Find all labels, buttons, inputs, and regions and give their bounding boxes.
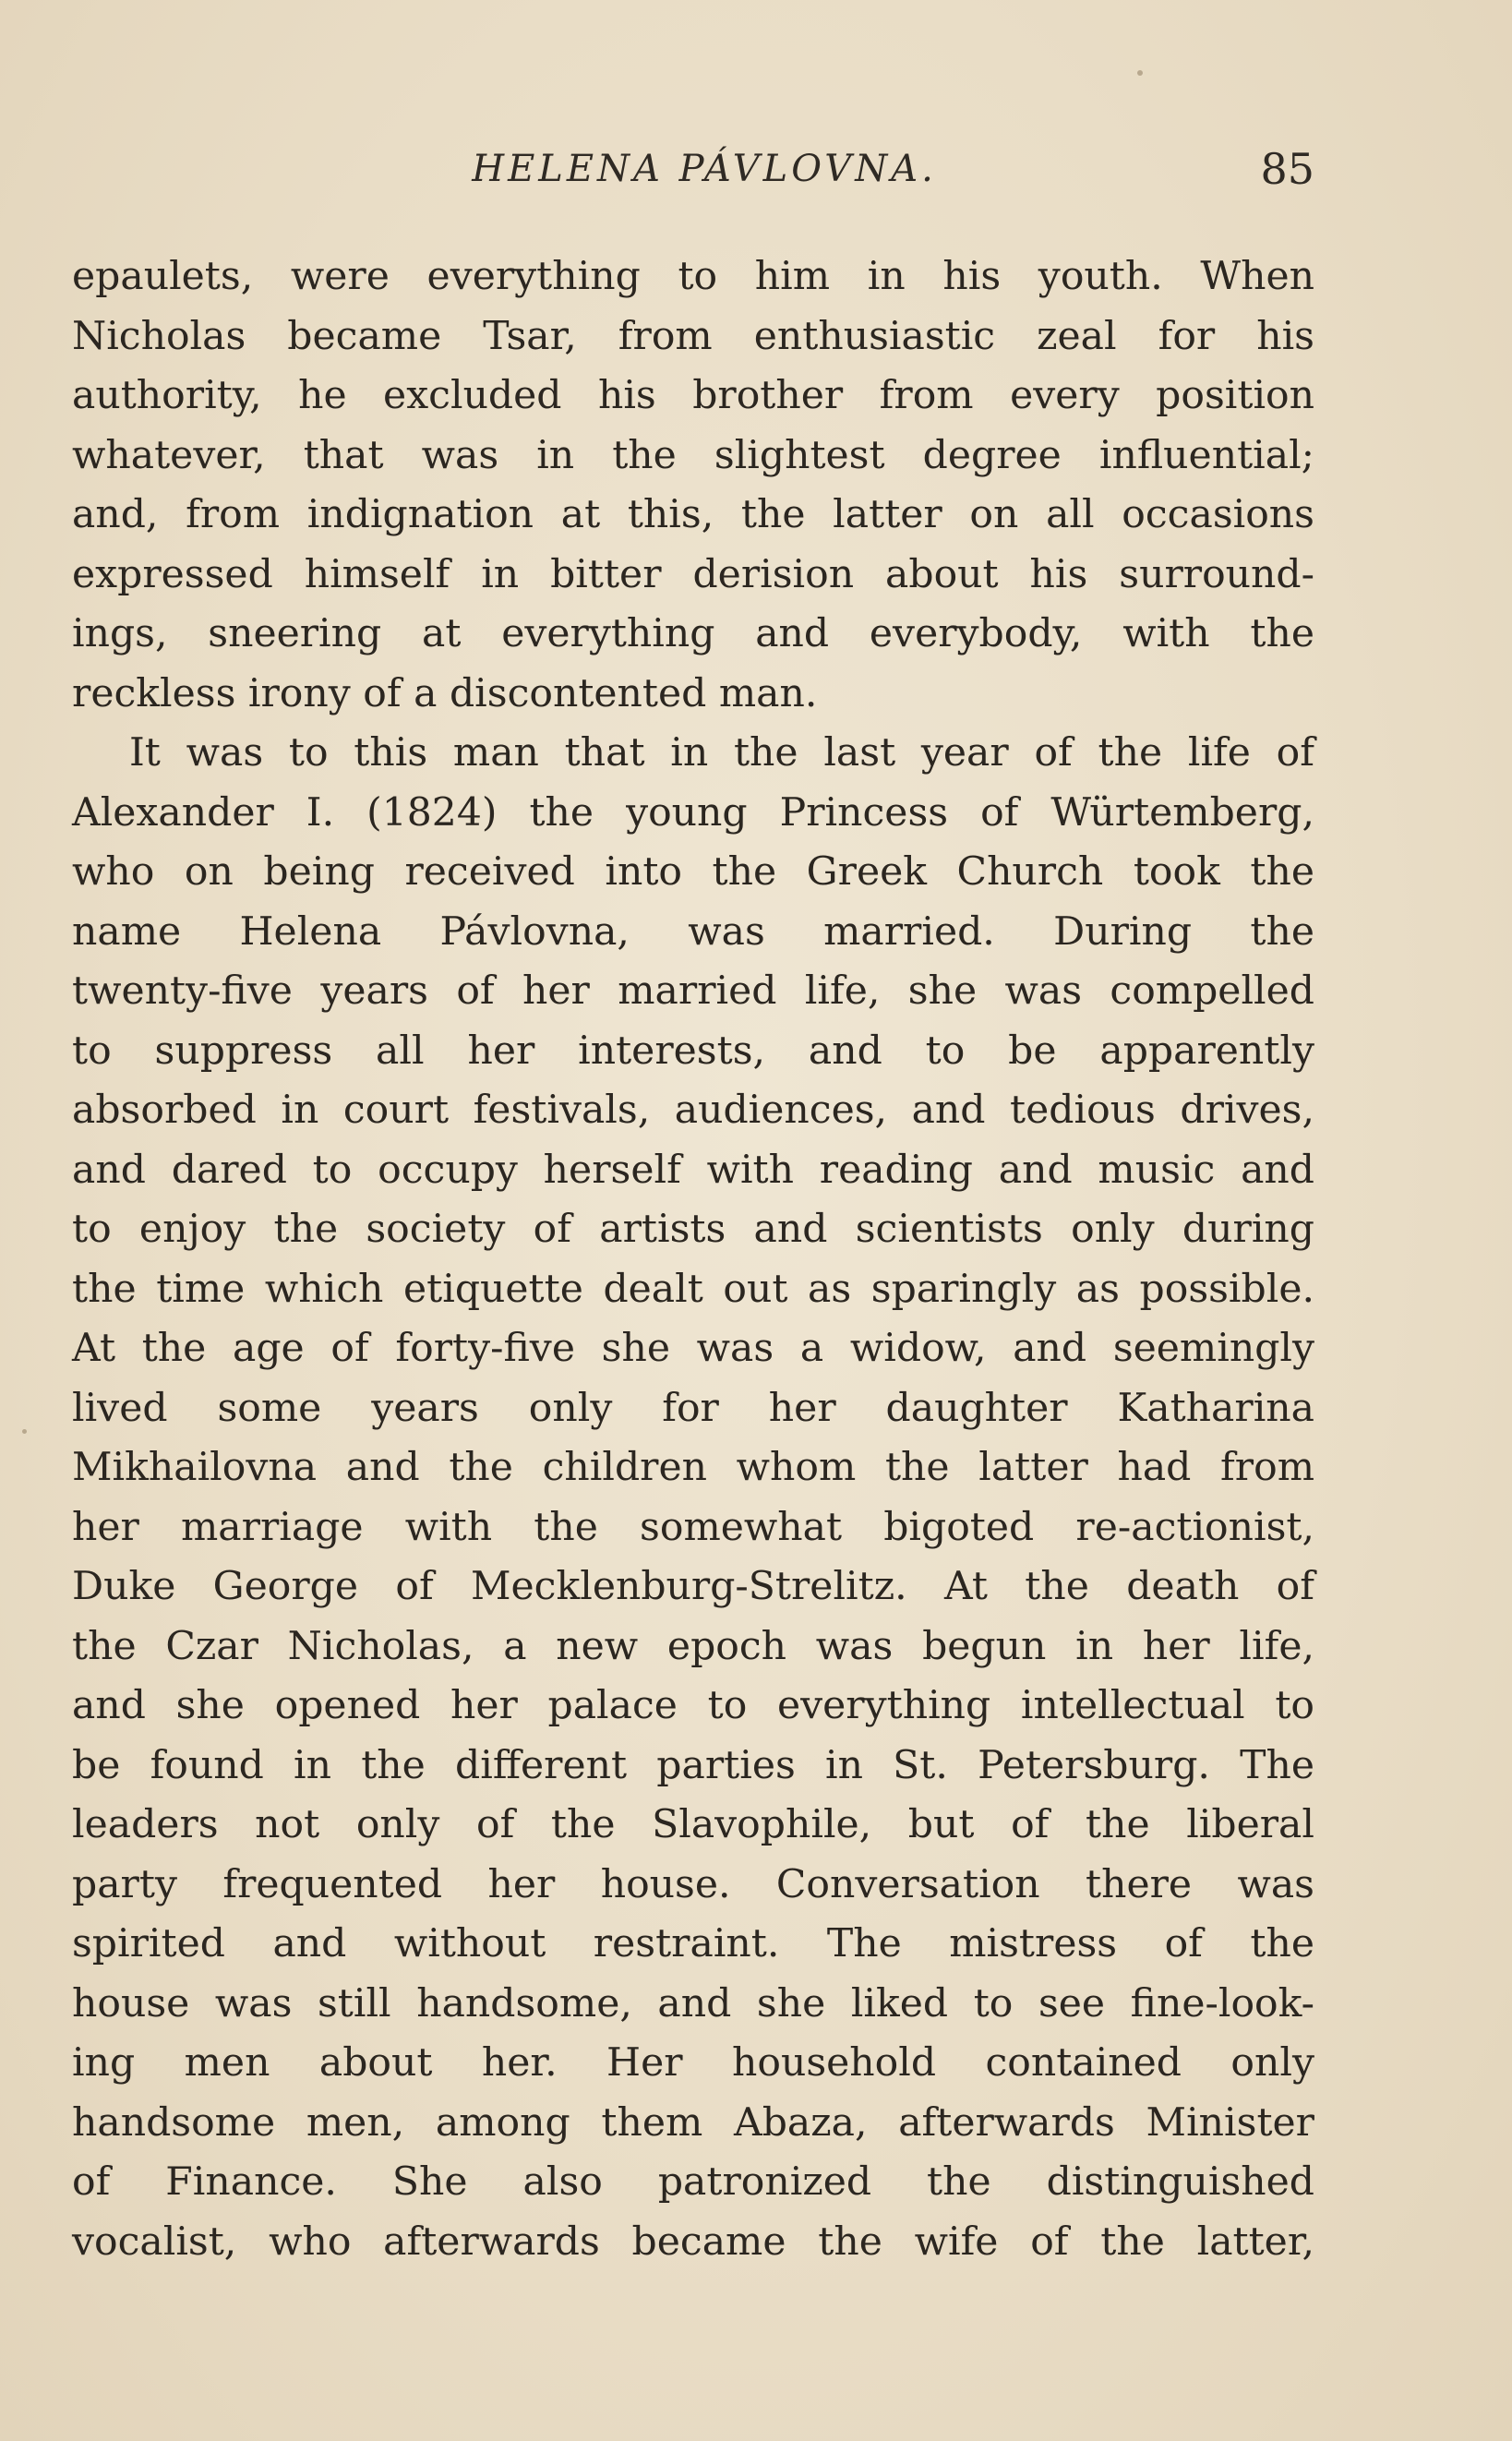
body-text: [72, 247, 1314, 2272]
text-line: name Helena Pávlovna, was married. During the: [72, 908, 1314, 955]
text-line: vocalist, who afterwards became the wife of the latter,: [72, 2219, 1314, 2265]
text-line: Nicholas became Tsar, from enthusiastic zeal for his: [72, 313, 1314, 359]
text-line: and, from indignation at this, the latter on all occasions: [72, 492, 1314, 537]
text-line: expressed himself in bitter derision about his surround-: [72, 551, 1314, 597]
text-line: the time which etiquette dealt out as sparingly as possible.: [72, 1266, 1314, 1312]
text-line: reckless irony of a discontented man.: [72, 670, 818, 716]
paper-speck: [22, 1429, 27, 1434]
text-line: and she opened her palace to everything intellectual to: [72, 1683, 1314, 1728]
text-line: leaders not only of the Slavophile, but of the liberal: [72, 1802, 1314, 1847]
text-line: party frequented her house. Conversation there was: [72, 1861, 1314, 1907]
text-line: It was to this man that in the last year of the life of: [129, 730, 1314, 776]
text-line: and dared to occupy herself with reading and music and: [72, 1147, 1314, 1193]
text-line: house was still handsome, and she liked to see fine-look-: [72, 1980, 1314, 2026]
text-line: be found in the different parties in St. Petersburg. The: [72, 1742, 1314, 1788]
text-line: ings, sneering at everything and everybody, with the: [72, 611, 1314, 656]
text-line: spirited and without restraint. The mistress of the: [72, 1921, 1314, 1966]
text-line: whatever, that was in the slightest degree influential;: [72, 432, 1314, 478]
text-line: handsome men, among them Abaza, afterwards Minister: [72, 2099, 1314, 2146]
page-number: 85: [1260, 144, 1314, 194]
text-line: Mikhailovna and the children whom the latter had from: [72, 1445, 1314, 1490]
paper-speck: [1137, 70, 1143, 76]
text-line: the Czar Nicholas, a new epoch was begun in her life,: [72, 1623, 1314, 1669]
page-header: [76, 137, 1314, 201]
text-line: epaulets, were everything to him in his youth. When: [72, 254, 1314, 299]
text-line: to suppress all her interests, and to be apparently: [72, 1028, 1314, 1074]
text-line: who on being received into the Greek Church took the: [72, 849, 1314, 895]
text-line: her marriage with the somewhat bigoted re-actionist,: [72, 1504, 1314, 1550]
text-line: Alexander I. (1824) the young Princess of Würtemberg,: [72, 789, 1314, 836]
text-line: to enjoy the society of artists and scientists only during: [72, 1207, 1314, 1252]
text-line: At the age of forty-five she was a widow, and seemingly: [72, 1326, 1314, 1371]
text-line: authority, he excluded his brother from every position: [72, 373, 1314, 418]
text-line: twenty-five years of her married life, she was compelled: [72, 968, 1314, 1014]
running-title: HELENA PÁVLOVNA.: [472, 148, 937, 190]
text-line: Duke George of Mecklenburg-Strelitz. At the death of: [72, 1564, 1314, 1609]
text-line: ing men about her. Her household contained only: [72, 2040, 1314, 2086]
text-line: of Finance. She also patronized the distinguished: [72, 2159, 1314, 2205]
text-line: lived some years only for her daughter Katharina: [72, 1385, 1314, 1431]
text-line: absorbed in court festivals, audiences, and tedious drives,: [72, 1088, 1314, 1133]
